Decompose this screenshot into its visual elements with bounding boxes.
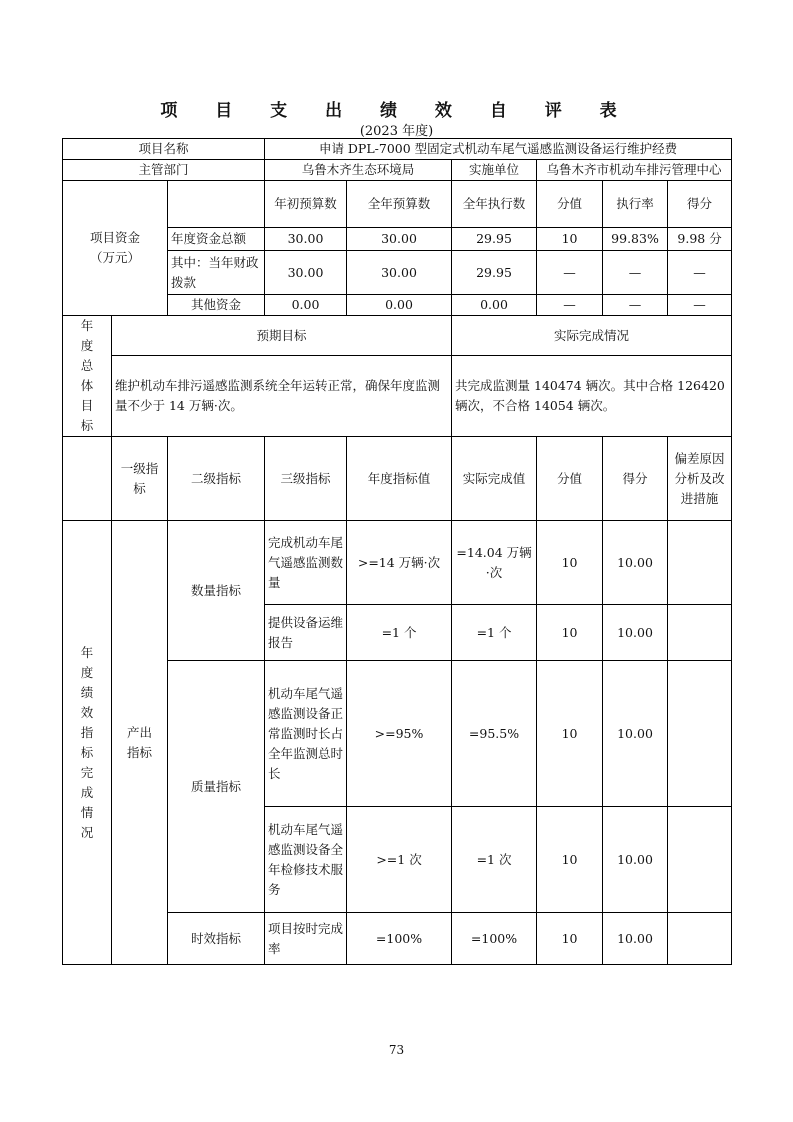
funds-cell: 29.95	[452, 251, 537, 295]
level3-indicator: 完成机动车尾气遥感监测数量	[265, 521, 347, 605]
page-number: 73	[388, 1043, 405, 1057]
weight-value: 10	[537, 661, 603, 807]
actual-result-label: 实际完成情况	[452, 316, 732, 356]
target-value: =100%	[347, 913, 452, 965]
funds-header: 全年预算数	[347, 181, 452, 228]
weight-value: 10	[537, 913, 603, 965]
unit-label: 实施单位	[452, 160, 537, 181]
deviation-note	[668, 807, 732, 913]
funds-cell: —	[537, 251, 603, 295]
project-name-label: 项目名称	[63, 139, 265, 160]
funds-header: 全年执行数	[452, 181, 537, 228]
funds-header-blank	[168, 181, 265, 228]
level3-indicator: 项目按时完成率	[265, 913, 347, 965]
funds-cell: 0.00	[347, 295, 452, 316]
funds-header: 分值	[537, 181, 603, 228]
funds-row-label: 其中：当年财政拨款	[168, 251, 265, 295]
indicators-section-label: 年度绩效指标完成情况	[63, 521, 112, 965]
weight-value: 10	[537, 807, 603, 913]
indicator-header: 年度指标值	[347, 437, 452, 521]
funds-cell: 0.00	[452, 295, 537, 316]
weight-value: 10	[537, 605, 603, 661]
deviation-note	[668, 605, 732, 661]
indicator-header: 得分	[603, 437, 668, 521]
actual-value: =1 个	[452, 605, 537, 661]
score-value: 10.00	[603, 605, 668, 661]
indicator-header: 三级指标	[265, 437, 347, 521]
score-value: 10.00	[603, 521, 668, 605]
funds-cell: 10	[537, 228, 603, 251]
funds-header: 年初预算数	[265, 181, 347, 228]
dept-label: 主管部门	[63, 160, 265, 181]
goals-label: 年度总体目标	[63, 316, 112, 437]
actual-value: =95.5%	[452, 661, 537, 807]
funds-cell: 9.98 分	[668, 228, 732, 251]
actual-value: =100%	[452, 913, 537, 965]
target-value: >=14 万辆·次	[347, 521, 452, 605]
indicator-header: 二级指标	[168, 437, 265, 521]
funds-cell: —	[537, 295, 603, 316]
funds-cell: 30.00	[265, 251, 347, 295]
level2-indicator: 时效指标	[168, 913, 265, 965]
target-value: =1 个	[347, 605, 452, 661]
funds-cell: 30.00	[265, 228, 347, 251]
target-value: >=95%	[347, 661, 452, 807]
level2-indicator: 质量指标	[168, 661, 265, 913]
level1-indicator: 产出指标	[112, 521, 168, 965]
score-value: 10.00	[603, 661, 668, 807]
actual-result-text: 共完成监测量 140474 辆次。其中合格 126420 辆次，不合格 14054 辆次。	[452, 356, 732, 437]
funds-cell: —	[668, 251, 732, 295]
deviation-note	[668, 661, 732, 807]
funds-cell: 99.83%	[603, 228, 668, 251]
indicator-header-blank	[63, 437, 112, 521]
funds-row-label: 年度资金总额	[168, 228, 265, 251]
funds-cell: —	[668, 295, 732, 316]
funds-cell: 0.00	[265, 295, 347, 316]
funds-cell: —	[603, 295, 668, 316]
evaluation-table	[62, 138, 732, 965]
unit-value: 乌鲁木齐市机动车排污管理中心	[537, 160, 732, 181]
deviation-note	[668, 521, 732, 605]
indicator-header: 实际完成值	[452, 437, 537, 521]
indicator-header: 一级指标	[112, 437, 168, 521]
level3-indicator: 机动车尾气遥感监测设备全年检修技术服务	[265, 807, 347, 913]
expected-goal-text: 维护机动车排污遥感监测系统全年运转正常，确保年度监测量不少于 14 万辆·次。	[112, 356, 452, 437]
level2-indicator: 数量指标	[168, 521, 265, 661]
report-year: (2023 年度)	[359, 124, 434, 139]
dept-value: 乌鲁木齐生态环境局	[265, 160, 452, 181]
level3-indicator: 机动车尾气遥感监测设备正常监测时长占全年监测总时长	[265, 661, 347, 807]
expected-goal-label: 预期目标	[112, 316, 452, 356]
funds-header: 得分	[668, 181, 732, 228]
indicator-header: 分值	[537, 437, 603, 521]
level3-indicator: 提供设备运维报告	[265, 605, 347, 661]
funds-cell: 30.00	[347, 228, 452, 251]
funds-cell: 30.00	[347, 251, 452, 295]
target-value: >=1 次	[347, 807, 452, 913]
actual-value: =14.04 万辆·次	[452, 521, 537, 605]
score-value: 10.00	[603, 807, 668, 913]
page-title: 项 目 支 出 绩 效 自 评 表	[160, 101, 633, 121]
funds-cell: 29.95	[452, 228, 537, 251]
indicator-header: 偏差原因分析及改进措施	[668, 437, 732, 521]
weight-value: 10	[537, 521, 603, 605]
score-value: 10.00	[603, 913, 668, 965]
funds-label: 项目资金 （万元）	[63, 181, 168, 316]
actual-value: =1 次	[452, 807, 537, 913]
project-name: 申请 DPL-7000 型固定式机动车尾气遥感监测设备运行维护经费	[265, 139, 732, 160]
funds-row-label: 其他资金	[168, 295, 265, 316]
funds-cell: —	[603, 251, 668, 295]
funds-header: 执行率	[603, 181, 668, 228]
deviation-note	[668, 913, 732, 965]
